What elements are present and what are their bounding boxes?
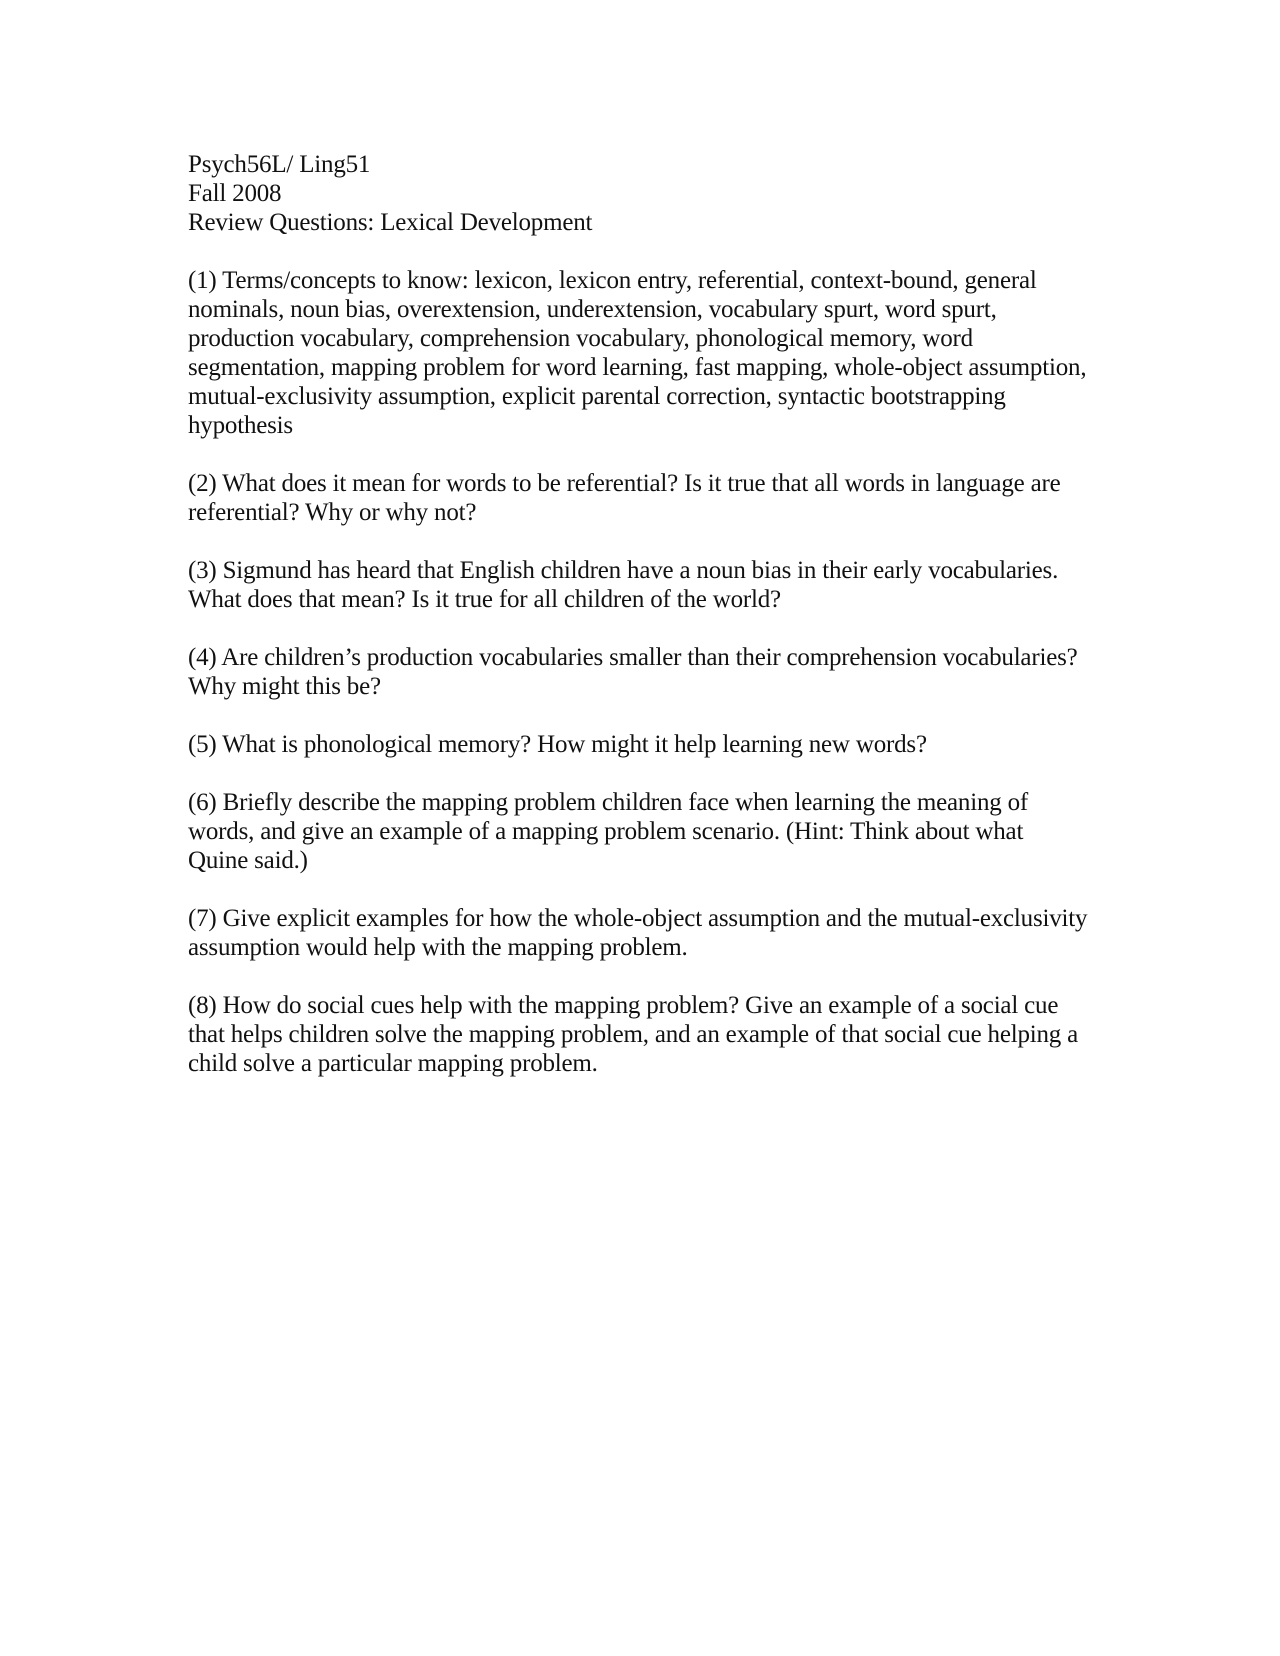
question-6: (6) Briefly describe the mapping problem children face when learning the meaning of words, and give an example of a mapping problem scenario. (Hint: Think about what Quine said.)	[188, 789, 1029, 874]
question-4: (4) Are children’s production vocabularies smaller than their comprehension vocabularies? Why might this be?	[188, 644, 1078, 700]
question-1: (1) Terms/concepts to know: lexicon, lexicon entry, referential, context-bound, general nominals, noun bias, overextension, underextension, vocabulary spurt, word spurt, production vocabulary, comprehension vocabulary, phonological memory, word segmentation, mapping problem for word learning, fast mapping, whole-object assumption, mutual-exclusivity assumption, explicit parental correction, syntactic bootstrapping hypothesis	[188, 267, 1087, 439]
course-code: Psych56L/ Ling51	[188, 151, 371, 178]
question-3: (3) Sigmund has heard that English children have a noun bias in their early vocabularies. What does that mean? Is it true for all children of the world?	[188, 557, 1059, 613]
document-title: Review Questions: Lexical Development	[188, 209, 593, 236]
question-5: (5) What is phonological memory? How might it help learning new words?	[188, 731, 927, 758]
question-8: (8) How do social cues help with the mapping problem? Give an example of a social cue that helps children solve the mapping problem, and an example of that social cue helping a child solve a particular mapping problem.	[188, 992, 1079, 1077]
question-2: (2) What does it mean for words to be referential? Is it true that all words in language are referential? Why or why not?	[188, 470, 1061, 526]
question-7: (7) Give explicit examples for how the whole-object assumption and the mutual-exclusivity assumption would help with the mapping problem.	[188, 905, 1088, 961]
term: Fall 2008	[188, 180, 282, 207]
document-body	[188, 150, 1088, 1078]
